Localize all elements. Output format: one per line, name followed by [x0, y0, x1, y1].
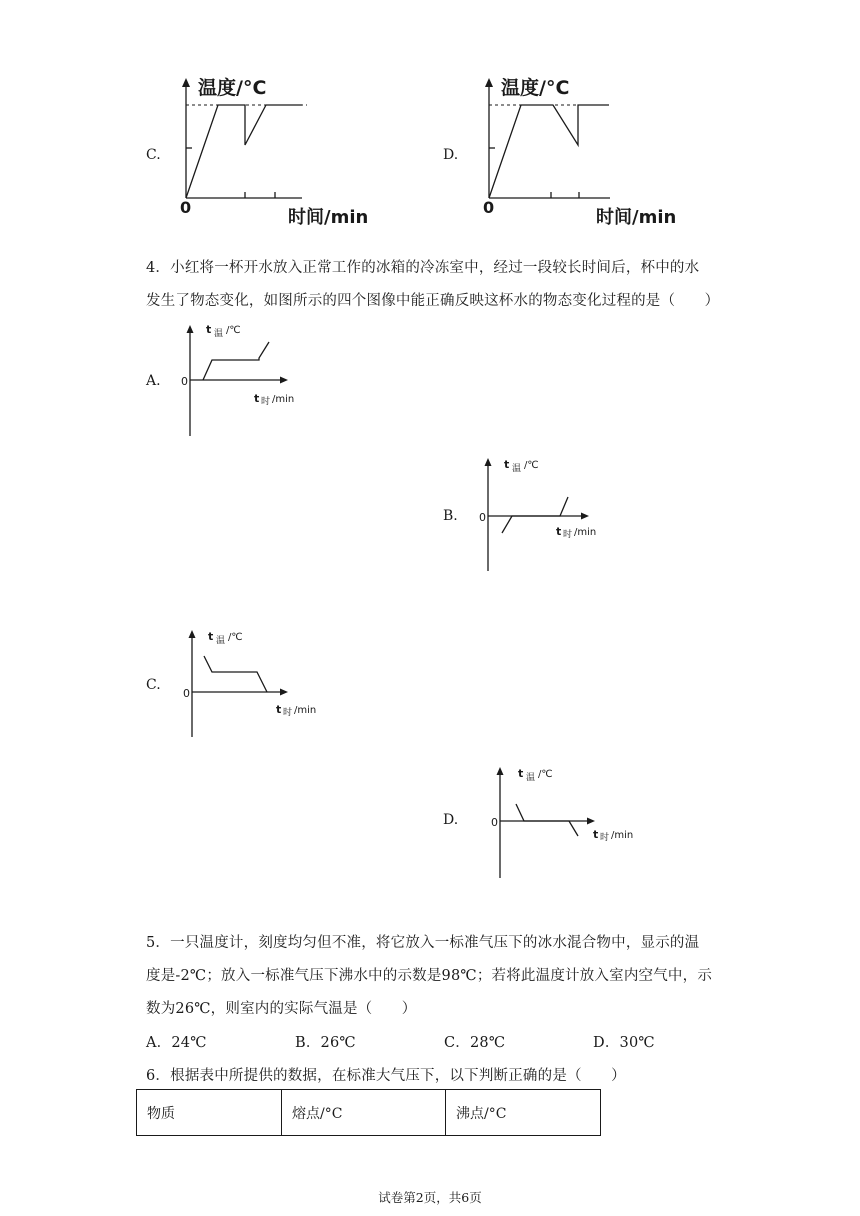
svg-text:温: 温 [214, 329, 224, 339]
table-row [137, 1090, 601, 1136]
svg-text:/℃: /℃ [228, 632, 243, 643]
q3d-xlabel: 时间/min [596, 207, 677, 228]
q3-option-c-graph [172, 70, 392, 230]
q3d-origin: 0 [483, 198, 495, 217]
q4-option-b-graph [468, 453, 638, 575]
q5-choice-c: C．28℃ [444, 1035, 506, 1051]
q3d-ylabel: 温度/°C [501, 77, 570, 99]
q6-properties-table [136, 1089, 601, 1136]
svg-text:t: t [593, 828, 599, 841]
q5-choice-d: D．30℃ [593, 1035, 655, 1051]
q4-text-line1: 4．小红将一杯开水放入正常工作的冰箱的冷冻室中，经过一段较长时间后，杯中的水 [146, 260, 700, 276]
q4-option-a-label: A. [146, 373, 161, 389]
q4-option-c-label: C. [146, 677, 161, 693]
svg-text:时: 时 [261, 397, 271, 407]
svg-text:温: 温 [512, 464, 522, 474]
svg-text:t: t [518, 767, 524, 780]
svg-text:/℃: /℃ [538, 769, 553, 780]
svg-text:0: 0 [183, 687, 190, 700]
svg-text:/min: /min [294, 705, 317, 716]
svg-text:时: 时 [283, 708, 293, 718]
q3-option-d-label: D. [443, 147, 459, 163]
svg-text:温: 温 [216, 636, 226, 646]
svg-text:t: t [254, 392, 260, 405]
q3c-origin: 0 [180, 198, 192, 217]
svg-text:t: t [276, 703, 282, 716]
q5-choice-b: B．26℃ [295, 1035, 356, 1051]
svg-text:t: t [208, 630, 214, 643]
svg-text:t: t [556, 525, 562, 538]
q3c-xlabel: 时间/min [288, 207, 369, 228]
q4-text-line2: 发生了物态变化，如图所示的四个图像中能正确反映这杯水的物态变化过程的是（ ） [146, 293, 720, 309]
page-footer: 试卷第2页，共6页 [378, 1190, 482, 1205]
q3c-ylabel: 温度/°C [198, 77, 267, 99]
svg-text:0: 0 [491, 816, 498, 829]
svg-text:/℃: /℃ [524, 460, 539, 471]
svg-text:0: 0 [479, 511, 486, 524]
svg-text:时: 时 [563, 530, 573, 540]
svg-text:/min: /min [574, 527, 597, 538]
table-header-boiling-point: 沸点/°C [446, 1090, 601, 1136]
q3-option-d-graph [475, 70, 695, 230]
svg-text:温: 温 [526, 773, 536, 783]
q4-option-c-graph [170, 625, 340, 745]
svg-text:/min: /min [611, 830, 634, 841]
svg-text:t: t [206, 323, 212, 336]
q5-text-line3: 数为26℃，则室内的实际气温是（ ） [146, 1001, 417, 1017]
q4-option-a-graph [170, 320, 340, 442]
svg-text:/min: /min [272, 394, 295, 405]
q3-option-c-label: C. [146, 147, 161, 163]
q5-text-line1: 5．一只温度计，刻度均匀但不准，将它放入一标准气压下的冰水混合物中，显示的温 [146, 935, 700, 951]
svg-text:/℃: /℃ [226, 325, 241, 336]
table-header-substance: 物质 [137, 1090, 282, 1136]
svg-text:时: 时 [600, 833, 610, 843]
q5-text-line2: 度是-2℃；放入一标准气压下沸水中的示数是98℃；若将此温度计放入室内空气中，示 [146, 968, 713, 984]
q6-text-line1: 6．根据表中所提供的数据，在标准大气压下，以下判断正确的是（ ） [146, 1068, 626, 1084]
svg-text:0: 0 [181, 375, 188, 388]
q4-option-d-graph [476, 760, 651, 882]
table-header-melting-point: 熔点/°C [282, 1090, 446, 1136]
q5-choice-a: A．24℃ [146, 1035, 207, 1051]
svg-text:t: t [504, 458, 510, 471]
q4-option-d-label: D. [443, 812, 459, 828]
q4-option-b-label: B. [443, 508, 458, 524]
